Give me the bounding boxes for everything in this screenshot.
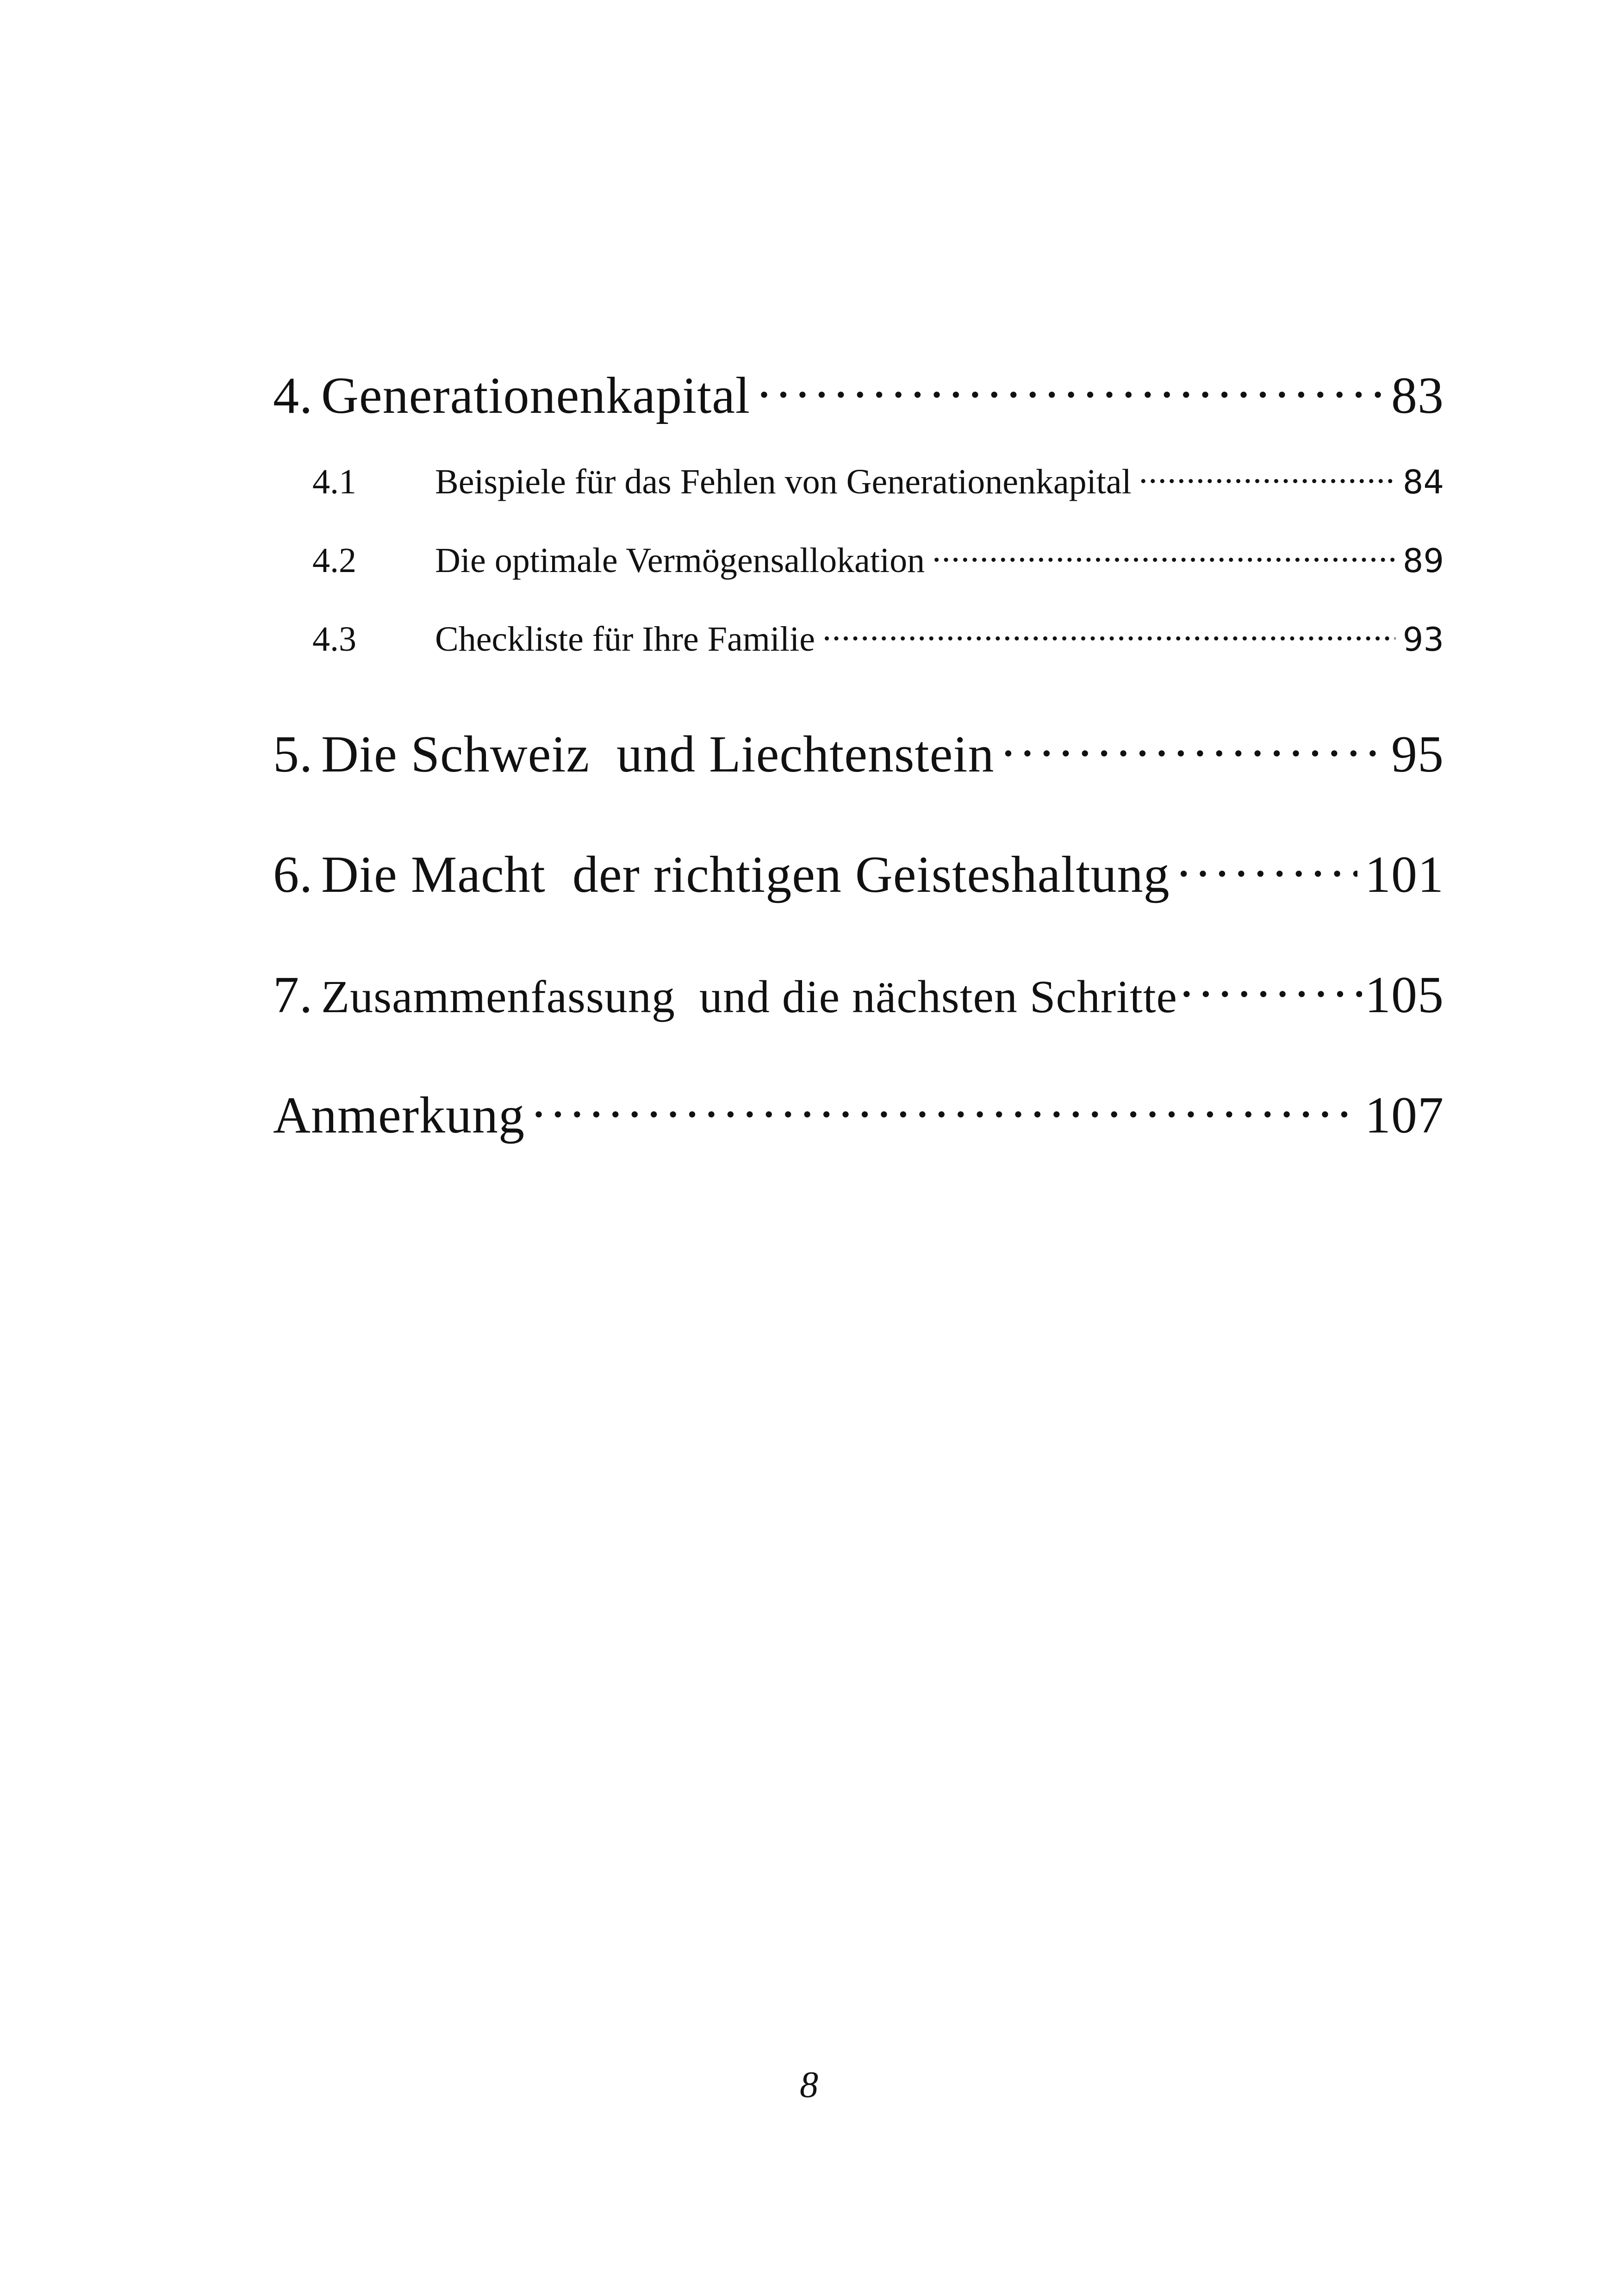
dot-leader [1177,840,1357,892]
dot-leader [758,361,1384,413]
toc-entry-title: Die Schweiz und Liechtenstein [321,726,995,783]
toc-entry-chapter-6[interactable] [273,840,1444,905]
toc-entry-section-4-2[interactable] [273,537,1444,581]
toc-entry-title: Zusammenfassung und die nächsten Schritte [321,971,1177,1022]
toc-chapter-number: 4. [273,367,313,424]
toc-page-number: 101 [1365,846,1444,903]
toc-page-number: 89 [1402,542,1444,580]
toc-entry-title: Die Macht der richtigen Geisteshaltung [321,846,1170,903]
dot-leader [1002,720,1384,772]
toc-entry-notes[interactable] [273,1081,1444,1145]
toc-page-number: 95 [1391,726,1444,783]
dot-leader [532,1081,1357,1132]
toc-entry-title: Anmerkung [273,1087,525,1144]
toc-entry-title: Die optimale Vermögensallokation [435,541,925,580]
toc-entry-chapter-5[interactable] [273,720,1444,784]
toc-chapter-number: 6. [273,846,313,903]
toc-entry-chapter-4[interactable] [273,361,1444,426]
toc-entry-title: Generationenkapital [321,367,751,424]
dot-leader [932,537,1395,572]
toc-page-number: 107 [1365,1087,1444,1144]
toc-section-number: 4.1 [312,462,356,501]
toc-page-number: 105 [1365,966,1444,1024]
toc-page-number: 93 [1402,621,1444,659]
dot-leader [1139,458,1395,493]
toc-entry-section-4-1[interactable] [273,458,1444,502]
toc-chapter-number: 5. [273,726,313,783]
dot-leader [822,616,1395,651]
toc-section-number: 4.2 [312,541,356,580]
toc-chapter-number: 7. [273,966,313,1024]
dot-leader [1180,960,1362,1012]
toc-page-number: 83 [1391,367,1444,424]
toc-entry-section-4-3[interactable] [273,616,1444,660]
toc-page-number: 84 [1402,463,1444,501]
toc-entry-title: Checkliste für Ihre Familie [435,620,815,659]
page-number: 8 [800,2065,818,2105]
toc-section-number: 4.3 [312,620,356,659]
toc-entry-chapter-7[interactable] [273,960,1444,1025]
toc-entry-title: Beispiele für das Fehlen von Generationenkapital [435,462,1132,501]
